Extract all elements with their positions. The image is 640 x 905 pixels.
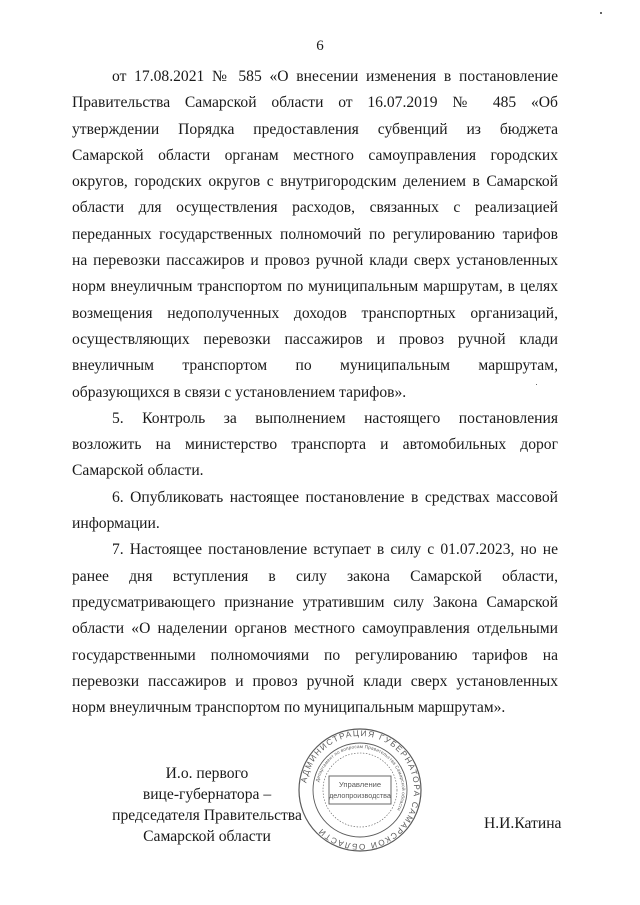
- page-number: 6: [316, 38, 324, 54]
- signer-title-line: председателя Правительства: [112, 807, 302, 824]
- signer-title-line: И.о. первого: [165, 765, 249, 782]
- official-seal: [298, 728, 422, 852]
- paragraph-7-effective-date: 7. Настоящее постановление вступает в силу с 01.07.2023, но не ранее дня вступления в силу закона Самарской области, предусматривающего признание утратившим силу Закона Самарской области «О наделении органов местного самоуправления отдельными государственными полномочиями по регулированию тарифов на перевозки пассажиров и провоз ручной клади сверх установленных норм внеуличным транспортом по муниципальным маршрутам».: [72, 541, 558, 717]
- signer-title-line: вице-губернатора –: [142, 786, 272, 803]
- signer-name: Н.И.Катина: [484, 815, 562, 832]
- paragraph-6-publish: 6. Опубликовать настоящее постановление в средствах массовой информации.: [72, 488, 558, 533]
- document-body: [72, 64, 558, 721]
- seal-center-line-2: делопроизводства: [329, 791, 391, 800]
- seal-outer-text: АДМИНИСТРАЦИЯ ГУБЕРНАТОРА САМАРСКОЙ ОБЛАСТИ: [299, 728, 422, 852]
- signer-title: [92, 763, 322, 847]
- seal-inner-text: Департамент по вопросам Правительства Самарской области: [314, 743, 407, 812]
- signer-title-line: Самарской области: [143, 828, 271, 845]
- scan-speck: [600, 12, 602, 14]
- paragraph-resolution-reference: от 17.08.2021 № 585 «О внесении изменения в постановление Правительства Самарской области от 16.07.2019 № 485 «Об утверждении Порядка предоставления субвенций из бюджета Самарской области органам местного самоуправления городских округов, городских округов с внутригородским делением в Самарской области для осуществления расходов, связанных с реализацией переданных государственных полномочий по регулированию тарифов на перевозки пассажиров и провоз ручной клади сверх установленных норм внеуличным транспортом по муниципальным маршрутам, в целях возмещения недополученных доходов транспортных организаций, осуществляющих перевозки пассажиров и провоз ручной клади внеуличным транспортом по муниципальным маршрутам, образующихся в связи с установлением тарифов».: [72, 68, 558, 401]
- scan-speck: [536, 384, 537, 385]
- seal-center-line-1: Управление: [338, 780, 382, 789]
- paragraph-5-control: 5. Контроль за выполнением настоящего постановления возложить на министерство транспорта и автомобильных дорог Самарской области.: [72, 409, 558, 480]
